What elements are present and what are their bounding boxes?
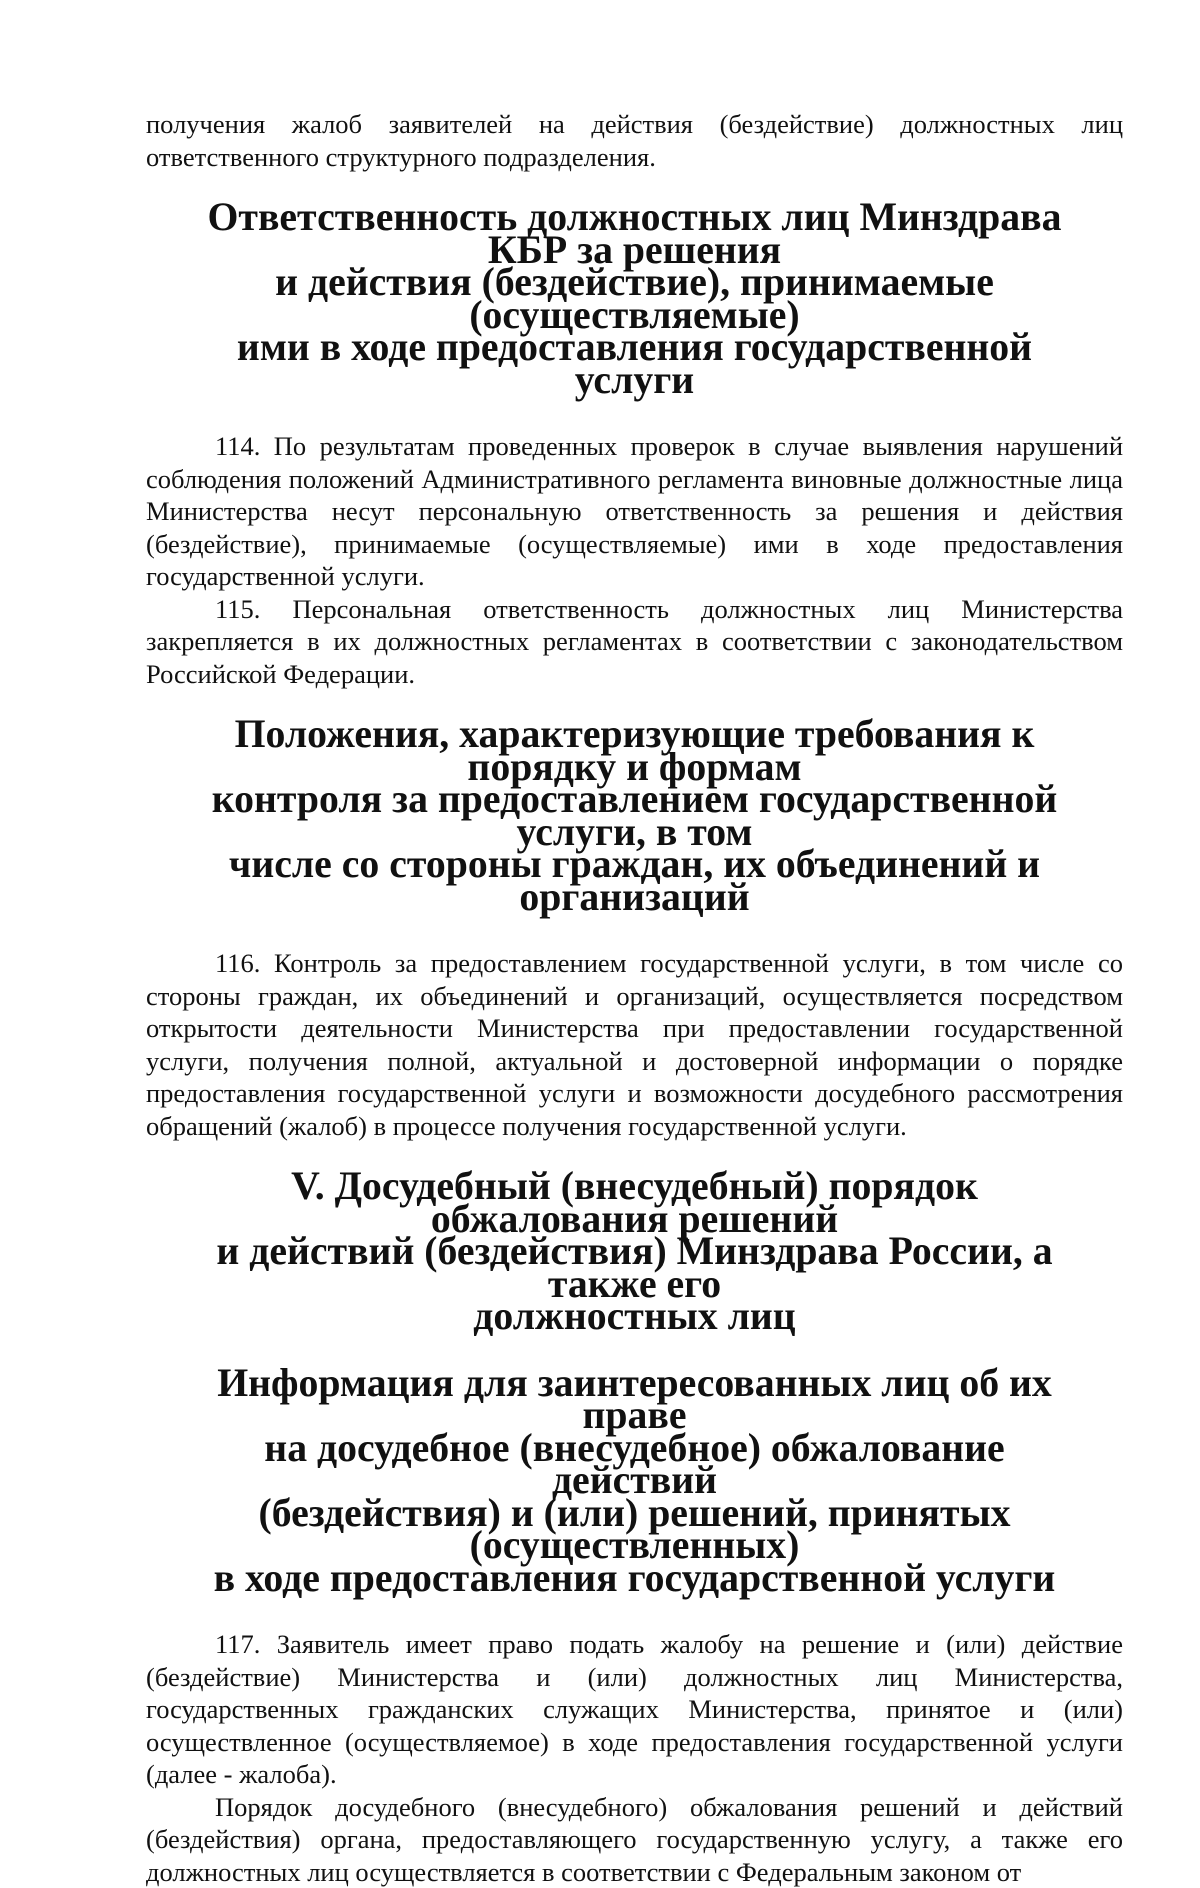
continuation-paragraph: получения жалоб заявителей на действия (бездействие) должностных лиц ответственного структурного подразделения. <box>146 108 1123 173</box>
heading-line: Положения, характеризующие требования к порядку и формам <box>206 718 1063 783</box>
document-page <box>146 108 1123 1888</box>
section-heading-control <box>146 718 1123 913</box>
heading-line: числе со стороны граждан, их объединений и организаций <box>206 848 1063 913</box>
heading-line: контроля за предоставлением государственной услуги, в том <box>206 783 1063 848</box>
section-heading-appeal-info <box>146 1367 1123 1595</box>
paragraph-appeal-procedure: Порядок досудебного (внесудебного) обжалования решений и действий (бездействия) органа, предоставляющего государственную услугу, а также его должностных лиц осуществляется в соответствии с Федеральным законом от <box>146 1791 1123 1888</box>
heading-line: в ходе предоставления государственной услуги <box>206 1562 1063 1595</box>
heading-line: Ответственность должностных лиц Минздрава КБР за решения <box>206 201 1063 266</box>
paragraph-114: 114. По результатам проведенных проверок в случае выявления нарушений соблюдения положений Административного регламента виновные должностные лица Министерства несут персональную ответственность за решения и действия (бездействие), принимаемые (осуществляемые) ими в ходе предоставления государственной услуги. <box>146 430 1123 593</box>
heading-line: (бездействия) и (или) решений, принятых (осуществленных) <box>206 1497 1063 1562</box>
heading-line: ими в ходе предоставления государственной услуги <box>206 331 1063 396</box>
heading-line: V. Досудебный (внесудебный) порядок обжалования решений <box>206 1170 1063 1235</box>
paragraph-116: 116. Контроль за предоставлением государственной услуги, в том числе со стороны граждан, их объединений и организаций, осуществляется посредством открытости деятельности Министерства при предоставлении государственной услуги, получения полной, актуальной и достоверной информации о порядке предоставления государственной услуги и возможности досудебного рассмотрения обращений (жалоб) в процессе получения государственной услуги. <box>146 947 1123 1142</box>
heading-line: Информация для заинтересованных лиц об их праве <box>206 1367 1063 1432</box>
heading-line: должностных лиц <box>206 1300 1063 1333</box>
paragraph-117: 117. Заявитель имеет право подать жалобу на решение и (или) действие (бездействие) Министерства и (или) должностных лиц Министерства, государственных гражданских служащих Министерства, принятое и (или) осуществленное (осуществляемое) в ходе предоставления государственной услуги (далее - жалоба). <box>146 1628 1123 1791</box>
chapter-heading-v <box>146 1170 1123 1333</box>
section-heading-responsibility <box>146 201 1123 396</box>
paragraph-115: 115. Персональная ответственность должностных лиц Министерства закрепляется в их должностных регламентах в соответствии с законодательством Российской Федерации. <box>146 593 1123 691</box>
heading-line: на досудебное (внесудебное) обжалование действий <box>206 1432 1063 1497</box>
heading-line: и действий (бездействия) Минздрава России, а также его <box>206 1235 1063 1300</box>
heading-line: и действия (бездействие), принимаемые (осуществляемые) <box>206 266 1063 331</box>
